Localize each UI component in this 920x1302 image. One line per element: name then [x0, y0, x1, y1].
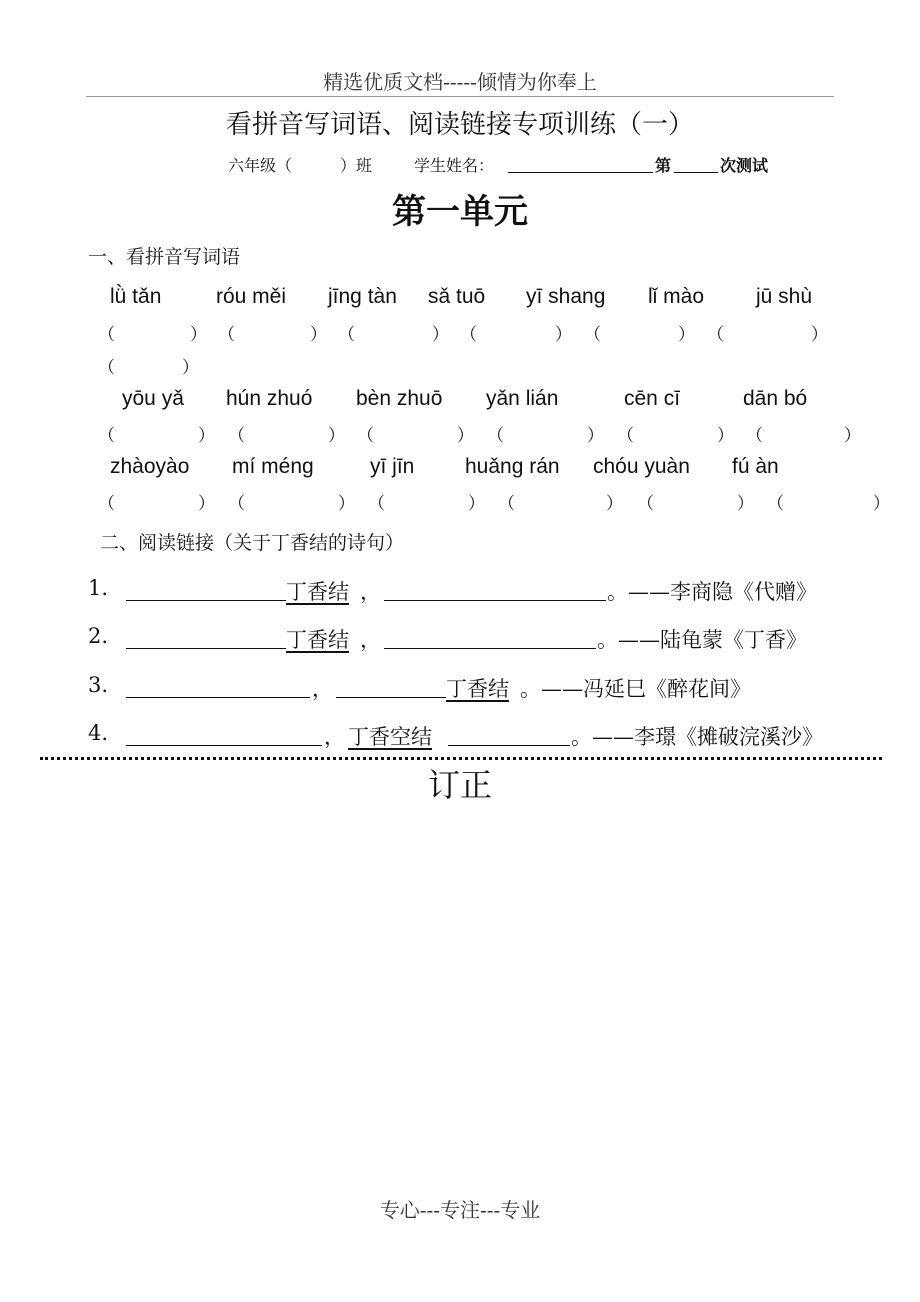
answer-blank[interactable]	[124, 421, 196, 445]
answer-open-paren: （	[218, 325, 235, 345]
verse-blank[interactable]	[384, 576, 606, 601]
answer-blank[interactable]	[772, 421, 842, 445]
correction-area[interactable]	[86, 810, 834, 1170]
answer-close-paren: ）	[310, 325, 327, 345]
pinyin-item: yī jīn	[370, 455, 415, 478]
answer-blank[interactable]	[643, 421, 715, 445]
answer-open-paren: （	[460, 325, 477, 345]
answer-blank[interactable]	[733, 320, 805, 344]
verse-given-words: 丁香空结	[348, 725, 432, 749]
pinyin-item: róu měi	[216, 285, 287, 308]
student-name-blank[interactable]	[508, 153, 653, 173]
header-rule	[86, 96, 834, 97]
verse-source: 。——李璟《摊破浣溪沙》	[571, 725, 823, 749]
verse-blank[interactable]	[126, 673, 310, 698]
worksheet-title: 看拼音写词语、阅读链接专项训练（一）	[225, 110, 694, 140]
answer-close-paren: ）	[555, 325, 572, 345]
section1-title: 一、看拼音写词语	[88, 246, 241, 268]
answer-open-paren: （	[617, 426, 634, 446]
answer-blank[interactable]	[254, 421, 326, 445]
answer-blank[interactable]	[254, 489, 336, 513]
verse-number: 1.	[88, 576, 109, 600]
answer-open-paren: （	[98, 494, 115, 514]
pinyin-item: hún zhuó	[226, 387, 313, 410]
answer-close-paren: ）	[468, 494, 485, 514]
answer-blank[interactable]	[663, 489, 735, 513]
answer-blank[interactable]	[124, 489, 196, 513]
answer-close-paren: ）	[190, 325, 207, 345]
answer-close-paren: ）	[198, 426, 215, 446]
correction-title: 订正	[427, 766, 492, 804]
student-name-label: 学生姓名：	[414, 156, 495, 175]
pinyin-item: yǎn lián	[486, 387, 559, 410]
test-number-prefix: 第	[655, 156, 672, 175]
answer-blank[interactable]	[524, 489, 604, 513]
grade-label: 六年级（	[228, 156, 293, 175]
page-footer: 专心---专注---专业	[379, 1198, 541, 1222]
answer-close-paren: ）	[873, 494, 890, 514]
answer-open-paren: （	[98, 325, 115, 345]
verse-comma: ，	[360, 580, 381, 604]
answer-open-paren: （	[746, 426, 763, 446]
verse-blank[interactable]	[384, 624, 596, 649]
answer-close-paren: ）	[328, 426, 345, 446]
answer-open-paren: （	[98, 358, 115, 378]
answer-blank[interactable]	[244, 320, 306, 344]
pinyin-item: fú àn	[732, 455, 779, 478]
answer-blank[interactable]	[124, 353, 180, 377]
verse-blank[interactable]	[126, 721, 322, 746]
answer-blank[interactable]	[383, 421, 455, 445]
answer-open-paren: （	[228, 494, 245, 514]
unit-title: 第一单元	[392, 192, 528, 232]
answer-open-paren: （	[228, 426, 245, 446]
pinyin-item: jīng tàn	[328, 285, 397, 308]
answer-open-paren: （	[98, 426, 115, 446]
verse-source: 。——冯延巳《醉花间》	[520, 677, 751, 701]
verse-comma: ，	[312, 677, 333, 701]
verse-source: 。——陆龟蒙《丁香》	[597, 628, 807, 652]
verse-number: 2.	[88, 624, 109, 648]
test-number-blank[interactable]	[674, 153, 718, 173]
verse-comma: ，	[360, 628, 381, 652]
section2-title: 二、阅读链接（关于丁香结的诗句）	[100, 532, 405, 554]
answer-close-paren: ）	[457, 426, 474, 446]
answer-blank[interactable]	[364, 320, 426, 344]
answer-close-paren: ）	[811, 325, 828, 345]
answer-open-paren: （	[338, 325, 355, 345]
pinyin-item: bèn zhuō	[356, 387, 443, 410]
answer-close-paren: ）	[338, 494, 355, 514]
test-number-suffix: 次测试	[720, 156, 769, 175]
verse-blank[interactable]	[126, 576, 286, 601]
answer-open-paren: （	[584, 325, 601, 345]
verse-blank[interactable]	[448, 721, 570, 746]
answer-blank[interactable]	[610, 320, 674, 344]
answer-open-paren: （	[707, 325, 724, 345]
page-header: 精选优质文档-----倾情为你奉上	[323, 70, 597, 94]
verse-given-words: 丁香结	[286, 628, 349, 652]
answer-close-paren: ）	[737, 494, 754, 514]
pinyin-item: zhàoyào	[110, 455, 190, 478]
verse-comma: ，	[324, 725, 345, 749]
verse-number: 4.	[88, 721, 109, 745]
verse-blank[interactable]	[126, 624, 286, 649]
answer-close-paren: ）	[587, 426, 604, 446]
answer-open-paren: （	[637, 494, 654, 514]
pinyin-item: chóu yuàn	[593, 455, 690, 478]
pinyin-item: lǜ tǎn	[110, 285, 162, 308]
answer-close-paren: ）	[844, 426, 861, 446]
answer-close-paren: ）	[432, 325, 449, 345]
answer-blank[interactable]	[124, 320, 186, 344]
verse-given-words: 丁香结	[286, 580, 349, 604]
answer-open-paren: （	[368, 494, 385, 514]
answer-open-paren: （	[487, 426, 504, 446]
pinyin-item: dān bó	[743, 387, 808, 410]
pinyin-item: lǐ mào	[648, 285, 705, 308]
answer-open-paren: （	[767, 494, 784, 514]
verse-number: 3.	[88, 673, 109, 697]
answer-close-paren: ）	[717, 426, 734, 446]
answer-blank[interactable]	[513, 421, 585, 445]
pinyin-item: yōu yǎ	[122, 387, 184, 410]
class-label: ）班	[340, 156, 373, 175]
verse-given-words: 丁香结	[446, 677, 509, 701]
pinyin-item: jū shù	[756, 285, 813, 308]
answer-close-paren: ）	[182, 358, 199, 378]
answer-close-paren: ）	[606, 494, 623, 514]
answer-blank[interactable]	[486, 320, 550, 344]
pinyin-item: cēn cī	[624, 387, 681, 410]
answer-close-paren: ）	[198, 494, 215, 514]
answer-close-paren: ）	[678, 325, 695, 345]
answer-blank[interactable]	[394, 489, 466, 513]
verse-blank[interactable]	[336, 673, 446, 698]
verse-source: 。——李商隐《代赠》	[607, 580, 817, 604]
answer-blank[interactable]	[793, 489, 871, 513]
pinyin-item: sǎ tuō	[428, 285, 486, 308]
pinyin-item: yī shang	[526, 285, 606, 308]
pinyin-item: mí méng	[232, 455, 314, 478]
answer-open-paren: （	[498, 494, 515, 514]
answer-open-paren: （	[357, 426, 374, 446]
pinyin-item: huǎng rán	[465, 455, 560, 478]
